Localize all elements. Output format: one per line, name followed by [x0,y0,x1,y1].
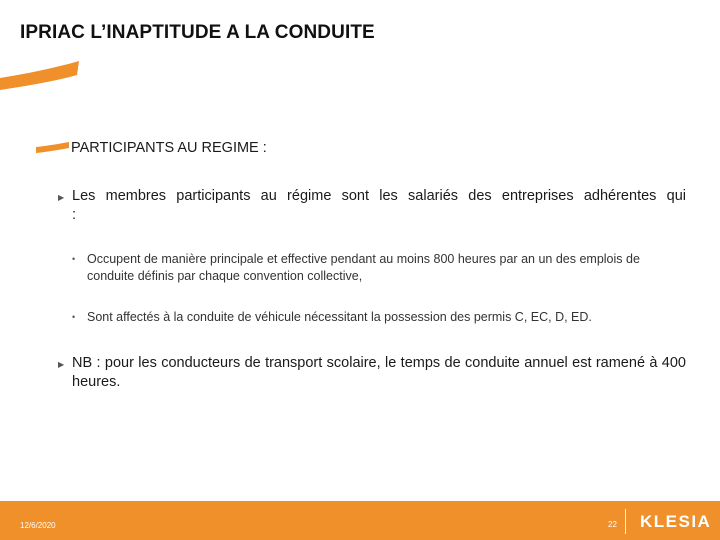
sub-bullet-text: Sont affectés à la conduite de véhicule nécessitant la possession des permis C, EC, D, ED. [87,310,592,324]
footer-bar [0,501,720,540]
list-item [58,354,686,392]
bullet-text: Les membres participants au régime sont les salariés des entreprises adhérentes qui : [72,188,686,223]
footer-date: 12/6/2020 [20,521,56,530]
bullet-arrow-icon: ▶ [58,360,65,369]
bullet-dot-icon: • [72,254,76,264]
list-item [72,251,690,285]
bullet-text: NB : pour les conducteurs de transport scolaire, le temps de conduite annuel est ramené à 400 heures. [72,355,686,390]
list-item [58,187,686,225]
page-number: 22 [608,520,617,529]
sub-bullet-text: Occupent de manière principale et effective pendant au moins 800 heures par an un des emplois de conduite définis par chaque convention collective, [87,252,640,283]
klesia-logo: KLESIA [640,512,712,531]
list-item [72,309,690,326]
section-heading: PARTICIPANTS AU REGIME : [71,140,267,156]
title-swoosh-decoration [0,58,80,92]
bullet-dot-icon: • [72,312,76,322]
footer-divider [625,509,626,534]
bullet-arrow-icon: ▶ [58,193,65,202]
slide-title: IPRIAC L’INAPTITUDE A LA CONDUITE [20,22,375,43]
section-swoosh-decoration [36,142,70,154]
